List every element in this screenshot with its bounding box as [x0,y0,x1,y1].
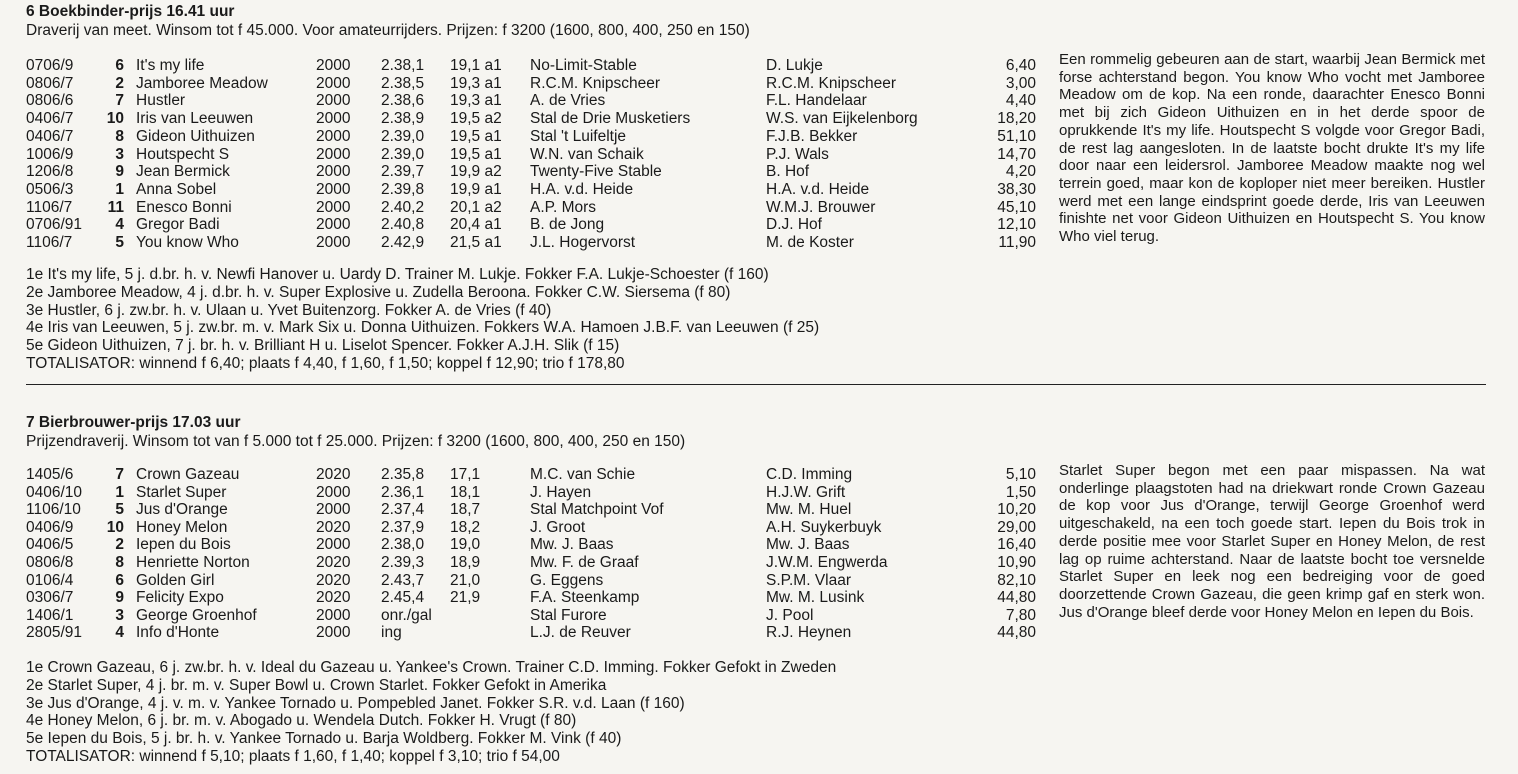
cell-stable: Mw. F. de Graaf [530,554,639,571]
race-7-commentary: Starlet Super begon met een paar mispassen. Na wat onderlinge plaagstoten had na driekwart ronde Crown Gazeau de kop voor Jus d'Orange, terwijl George Groenhof werd uitgeschakeld, na een toch goede start. Iepen du Bois trok in derde positie mee voor Starlet Super en Honey Melon, de rest lag op ruime achterstand. Naar de laatste bocht toe versnelde Starlet Super en leek nog een bedreiging voor de goed doorzettende Crown Gazeau, die geen krimp gaf en sterk won. Jus d'Orange bleef derde voor Honey Melon en Iepen du Bois. [1059,462,1485,621]
table-row [26,234,1056,252]
race-7-title: 7 Bierbrouwer-prijs 17.03 uur [26,414,241,431]
cell-odds: 44,80 [997,624,1036,642]
cell-odds: 82,10 [997,571,1036,589]
cell-dist: 2000 [316,501,351,519]
cell-driver: P.J. Wals [766,145,829,163]
cell-num: 5 [115,501,124,519]
cell-km: 20,4 a1 [450,216,502,234]
table-row [26,501,1056,519]
table-row [26,589,1056,607]
cell-stable: G. Eggens [530,571,604,589]
cell-driver: R.C.M. Knipscheer [766,74,897,92]
table-row [26,57,1056,75]
cell-num: 3 [115,145,124,163]
cell-odds: 12,10 [997,216,1036,234]
cell-time: 2.40,8 [381,216,425,234]
race-6-results [26,266,1026,373]
cell-code: 0706/9 [26,57,74,74]
cell-stable: A. de Vries [530,92,606,110]
cell-time: 2.38,6 [381,92,425,110]
cell-time: 2.40,2 [381,198,425,216]
cell-stable: B. de Jong [530,216,605,234]
cell-odds: 14,70 [997,145,1036,163]
cell-time: 2.43,7 [381,571,425,589]
table-row [26,75,1056,93]
race-6-commentary: Een rommelig gebeuren aan de start, waarbij Jean Bermick met forse achterstand begon. You know Who vocht met Jamboree Meadow om de kop. Na een ronde, daarachter Enesco Bonni met bij zich Gideon Uithuizen en in het derde spoor de oprukkende It's my life. Houtspecht S volgde voor Gregor Badi, de rest lag aangesloten. In de laatste bocht drukte It's my life door naar een leidersrol. Jamboree Meadow maakte nog wel terrein goed, maar kon de koploper niet meer bereiken. Hustler werd met een lange eindsprint goede derde, Iris van Leeuwen finishte net voor Gideon Uithuizen en Houtspecht S. You know Who viel terug. [1059,51,1485,246]
cell-dist: 2020 [316,554,351,571]
cell-odds: 4,40 [1005,92,1036,110]
cell-code: 0406/9 [26,518,74,536]
cell-km: 17,1 [450,466,481,483]
cell-km: 19,9 a1 [450,180,502,198]
cell-time: 2.38,0 [381,536,425,554]
cell-horse: Henriette Norton [136,554,250,571]
cell-stable: Twenty-Five Stable [530,163,662,181]
cell-stable: J.L. Hogervorst [530,234,636,251]
cell-dist: 2000 [316,145,351,163]
cell-horse: Houtspecht S [136,145,230,163]
cell-code: 1006/9 [26,145,74,163]
cell-num: 5 [115,234,124,251]
cell-horse: You know Who [136,234,239,251]
cell-time: 2.38,9 [381,110,425,128]
cell-num: 2 [115,74,124,92]
cell-dist: 2020 [316,466,351,483]
cell-num: 9 [115,589,124,607]
cell-dist: 2000 [316,216,351,234]
cell-odds: 7,80 [1005,606,1036,624]
race-6-title: 6 Boekbinder-prijs 16.41 uur [26,3,235,20]
cell-stable: Stal 't Luifeltje [530,127,627,145]
result-line: 5e Gideon Uithuizen, 7 j. br. h. v. Brilliant H u. Liselot Spencer. Fokker A.J.H. Slik (f 15) [26,337,620,355]
cell-time: 2.42,9 [381,234,425,251]
cell-num: 8 [115,554,124,571]
cell-driver: J.W.M. Engwerda [766,554,888,571]
table-row [26,484,1056,502]
cell-dist: 2020 [316,518,351,536]
result-line: 5e Iepen du Bois, 5 j. br. h. v. Yankee Tornado u. Barja Woldberg. Fokker M. Vink (f 40) [26,730,622,748]
cell-driver: S.P.M. Vlaar [766,571,852,589]
cell-time: 2.38,5 [381,74,425,92]
cell-km: 19,0 [450,536,481,554]
cell-odds: 44,80 [997,589,1036,607]
cell-dist: 2000 [316,92,351,110]
cell-horse: Golden Girl [136,571,215,589]
cell-driver: R.J. Heynen [766,624,852,642]
cell-horse: Jus d'Orange [136,501,228,519]
cell-stable: A.P. Mors [530,198,597,216]
cell-code: 0806/8 [26,554,74,571]
cell-time: 2.39,0 [381,145,425,163]
table-row [26,466,1056,484]
table-row [26,554,1056,572]
cell-dist: 2000 [316,234,351,251]
cell-odds: 11,90 [998,234,1036,251]
cell-horse: It's my life [136,57,205,74]
cell-km: 20,1 a2 [450,198,502,216]
table-row [26,536,1056,554]
table-row [26,624,1056,642]
cell-dist: 2000 [316,483,351,501]
table-row [26,181,1056,199]
cell-horse: Gideon Uithuizen [136,127,255,145]
cell-time: 2.39,0 [381,127,425,145]
cell-num: 3 [115,606,124,624]
cell-horse: Enesco Bonni [136,198,232,216]
cell-km: 18,1 [450,483,481,501]
cell-driver: F.L. Handelaar [766,92,867,110]
cell-km: 21,5 a1 [450,234,502,251]
result-line: 1e Crown Gazeau, 6 j. zw.br. h. v. Ideal du Gazeau u. Yankee's Crown. Trainer C.D. Imming. Fokker Gefokt in Zweden [26,659,837,676]
cell-num: 1 [115,483,124,501]
result-line: 4e Honey Melon, 6 j. br. m. v. Abogado u. Wendela Dutch. Fokker H. Vrugt (f 80) [26,712,577,730]
table-row [26,92,1056,110]
cell-code: 1106/7 [26,198,73,216]
cell-km: 19,3 a1 [450,74,502,92]
cell-num: 9 [115,163,124,181]
cell-driver: C.D. Imming [766,466,853,483]
cell-num: 8 [115,127,124,145]
table-row [26,163,1056,181]
cell-driver: F.J.B. Bekker [766,127,858,145]
cell-code: 0806/7 [26,74,74,92]
cell-dist: 2000 [316,163,351,181]
cell-code: 1406/1 [26,606,74,624]
cell-horse: Hustler [136,92,186,110]
cell-driver: W.S. van Eijkelenborg [766,110,918,128]
result-line: TOTALISATOR: winnend f 5,10; plaats f 1,60, f 1,40; koppel f 3,10; trio f 54,00 [26,747,560,765]
cell-odds: 16,40 [997,536,1036,554]
cell-odds: 10,90 [997,554,1036,571]
cell-stable: R.C.M. Knipscheer [530,74,661,92]
cell-num: 1 [115,180,124,198]
cell-odds: 45,10 [997,198,1036,216]
cell-num: 10 [106,518,124,536]
cell-km: 19,9 a2 [450,163,502,181]
cell-km: 19,1 a1 [450,57,502,74]
cell-code: 0106/4 [26,571,74,589]
cell-code: 1106/7 [26,234,73,251]
table-row [26,110,1056,128]
cell-dist: 2000 [316,57,351,74]
cell-code: 0406/7 [26,127,74,145]
result-line: 3e Hustler, 6 j. zw.br. h. v. Ulaan u. Yvet Buitenzorg. Fokker A. de Vries (f 40) [26,301,552,319]
cell-time: 2.37,4 [381,501,425,519]
cell-dist: 2000 [316,127,351,145]
cell-horse: Jean Bermick [136,163,230,181]
cell-km: 19,5 a1 [450,127,502,145]
cell-odds: 3,00 [1005,74,1036,92]
cell-horse: Honey Melon [136,518,228,536]
cell-code: 0306/7 [26,589,74,607]
cell-driver: Mw. M. Lusink [766,589,865,607]
cell-driver: B. Hof [766,163,810,181]
cell-km: 21,0 [450,571,481,589]
cell-km: 19,3 a1 [450,92,502,110]
cell-driver: M. de Koster [766,234,854,251]
cell-time: 2.39,8 [381,180,425,198]
cell-horse: Starlet Super [136,483,227,501]
table-row [26,519,1056,537]
cell-dist: 2000 [316,624,351,642]
cell-num: 4 [115,624,124,642]
result-line: TOTALISATOR: winnend f 6,40; plaats f 4,40, f 1,60, f 1,50; koppel f 12,90; trio f 178,80 [26,354,625,372]
cell-stable: W.N. van Schaik [530,145,644,163]
cell-stable: Mw. J. Baas [530,536,614,554]
cell-driver: D. Lukje [766,57,823,74]
cell-horse: Crown Gazeau [136,466,240,483]
cell-stable: L.J. de Reuver [530,624,631,642]
cell-horse: Felicity Expo [136,589,224,607]
cell-dist: 2000 [316,198,351,216]
cell-km: 18,7 [450,501,481,519]
cell-driver: D.J. Hof [766,216,822,234]
cell-km: 19,5 a1 [450,145,502,163]
cell-stable: J. Hayen [530,483,592,501]
cell-dist: 2000 [316,180,351,198]
cell-code: 1405/6 [26,466,74,483]
cell-time: 2.45,4 [381,589,425,607]
cell-horse: Gregor Badi [136,216,220,234]
table-row [26,216,1056,234]
cell-code: 0706/91 [26,216,83,234]
cell-time: onr./gal [381,606,432,624]
cell-num: 2 [115,536,124,554]
cell-num: 7 [115,466,124,483]
cell-odds: 29,00 [997,518,1036,536]
cell-dist: 2020 [316,571,351,589]
cell-horse: Anna Sobel [136,180,217,198]
cell-time: 2.39,3 [381,554,425,571]
cell-num: 6 [115,571,124,589]
cell-num: 4 [115,216,124,234]
cell-time: 2.35,8 [381,466,425,483]
cell-driver: A.H. Suykerbuyk [766,518,882,536]
cell-code: 0406/10 [26,483,83,501]
cell-odds: 6,40 [1005,57,1036,74]
cell-odds: 51,10 [997,127,1036,145]
result-line: 3e Jus d'Orange, 4 j. v. m. v. Yankee Tornado u. Pompebled Janet. Fokker S.R. v.d. Laan (f 160) [26,694,685,712]
cell-stable: F.A. Steenkamp [530,589,640,607]
cell-km: 18,2 [450,518,481,536]
table-row [26,607,1056,625]
cell-driver: H.J.W. Grift [766,483,846,501]
race-7-subtitle: Prijzendraverij. Winsom tot van f 5.000 tot f 25.000. Prijzen: f 3200 (1600, 800, 400, 250 en 150) [26,433,686,450]
result-line: 2e Jamboree Meadow, 4 j. d.br. h. v. Super Explosive u. Zudella Beroona. Fokker C.W. Siersema (f 80) [26,283,731,301]
cell-code: 1106/10 [26,501,81,519]
cell-stable: Stal Matchpoint Vof [530,501,664,519]
cell-stable: No-Limit-Stable [530,57,637,74]
cell-horse: Iepen du Bois [136,536,231,554]
cell-num: 7 [115,92,124,110]
cell-code: 0406/5 [26,536,74,554]
cell-dist: 2000 [316,110,351,128]
cell-driver: Mw. J. Baas [766,536,850,554]
cell-num: 6 [115,57,124,74]
cell-time: ing [381,624,402,642]
cell-dist: 2000 [316,74,351,92]
cell-stable: Stal Furore [530,606,607,624]
cell-horse: Jamboree Meadow [136,74,268,92]
race-6-subtitle: Draverij van meet. Winsom tot f 45.000. Voor amateurrijders. Prijzen: f 3200 (1600, 800, 400, 250 en 150) [26,22,750,39]
table-row [26,146,1056,164]
cell-time: 2.38,1 [381,57,425,74]
result-line: 1e It's my life, 5 j. d.br. h. v. Newfi Hanover u. Uardy D. Trainer M. Lukje. Fokker F.A. Lukje-Schoester (f 160) [26,266,769,283]
cell-driver: J. Pool [766,606,814,624]
cell-stable: J. Groot [530,518,586,536]
cell-odds: 4,20 [1005,163,1036,181]
cell-horse: Info d'Honte [136,624,220,642]
cell-stable: M.C. van Schie [530,466,636,483]
table-row [26,199,1056,217]
cell-code: 0806/6 [26,92,74,110]
cell-stable: Stal de Drie Musketiers [530,110,691,128]
cell-odds: 18,20 [997,110,1036,128]
cell-horse: Iris van Leeuwen [136,110,254,128]
table-row [26,572,1056,590]
cell-odds: 1,50 [1005,483,1036,501]
cell-odds: 5,10 [1005,466,1036,483]
race-6-section [26,2,1492,372]
cell-stable: H.A. v.d. Heide [530,180,634,198]
result-line: 2e Starlet Super, 4 j. br. m. v. Super Bowl u. Crown Starlet. Fokker Gefokt in Amerika [26,676,607,694]
cell-driver: H.A. v.d. Heide [766,180,870,198]
table-row [26,128,1056,146]
cell-km: 19,5 a2 [450,110,502,128]
cell-km: 21,9 [450,589,481,607]
cell-code: 0506/3 [26,180,74,198]
cell-driver: W.M.J. Brouwer [766,198,876,216]
cell-time: 2.39,7 [381,163,425,181]
cell-km: 18,9 [450,554,481,571]
cell-odds: 10,20 [997,501,1036,519]
cell-time: 2.36,1 [381,483,425,501]
section-divider [26,384,1486,385]
race-7-results [26,659,1026,766]
cell-odds: 38,30 [997,180,1036,198]
cell-dist: 2000 [316,536,351,554]
cell-horse: George Groenhof [136,606,257,624]
cell-driver: Mw. M. Huel [766,501,852,519]
cell-code: 0406/7 [26,110,74,128]
cell-num: 10 [106,110,124,128]
cell-dist: 2000 [316,606,351,624]
cell-dist: 2020 [316,589,351,607]
cell-time: 2.37,9 [381,518,425,536]
cell-code: 1206/8 [26,163,74,181]
result-line: 4e Iris van Leeuwen, 5 j. zw.br. m. v. Mark Six u. Donna Uithuizen. Fokkers W.A. Hamoen J.B.F. van Leeuwen (f 25) [26,319,820,337]
cell-code: 2805/91 [26,624,83,642]
race-7-section [26,413,1492,765]
cell-num: 11 [107,198,124,216]
